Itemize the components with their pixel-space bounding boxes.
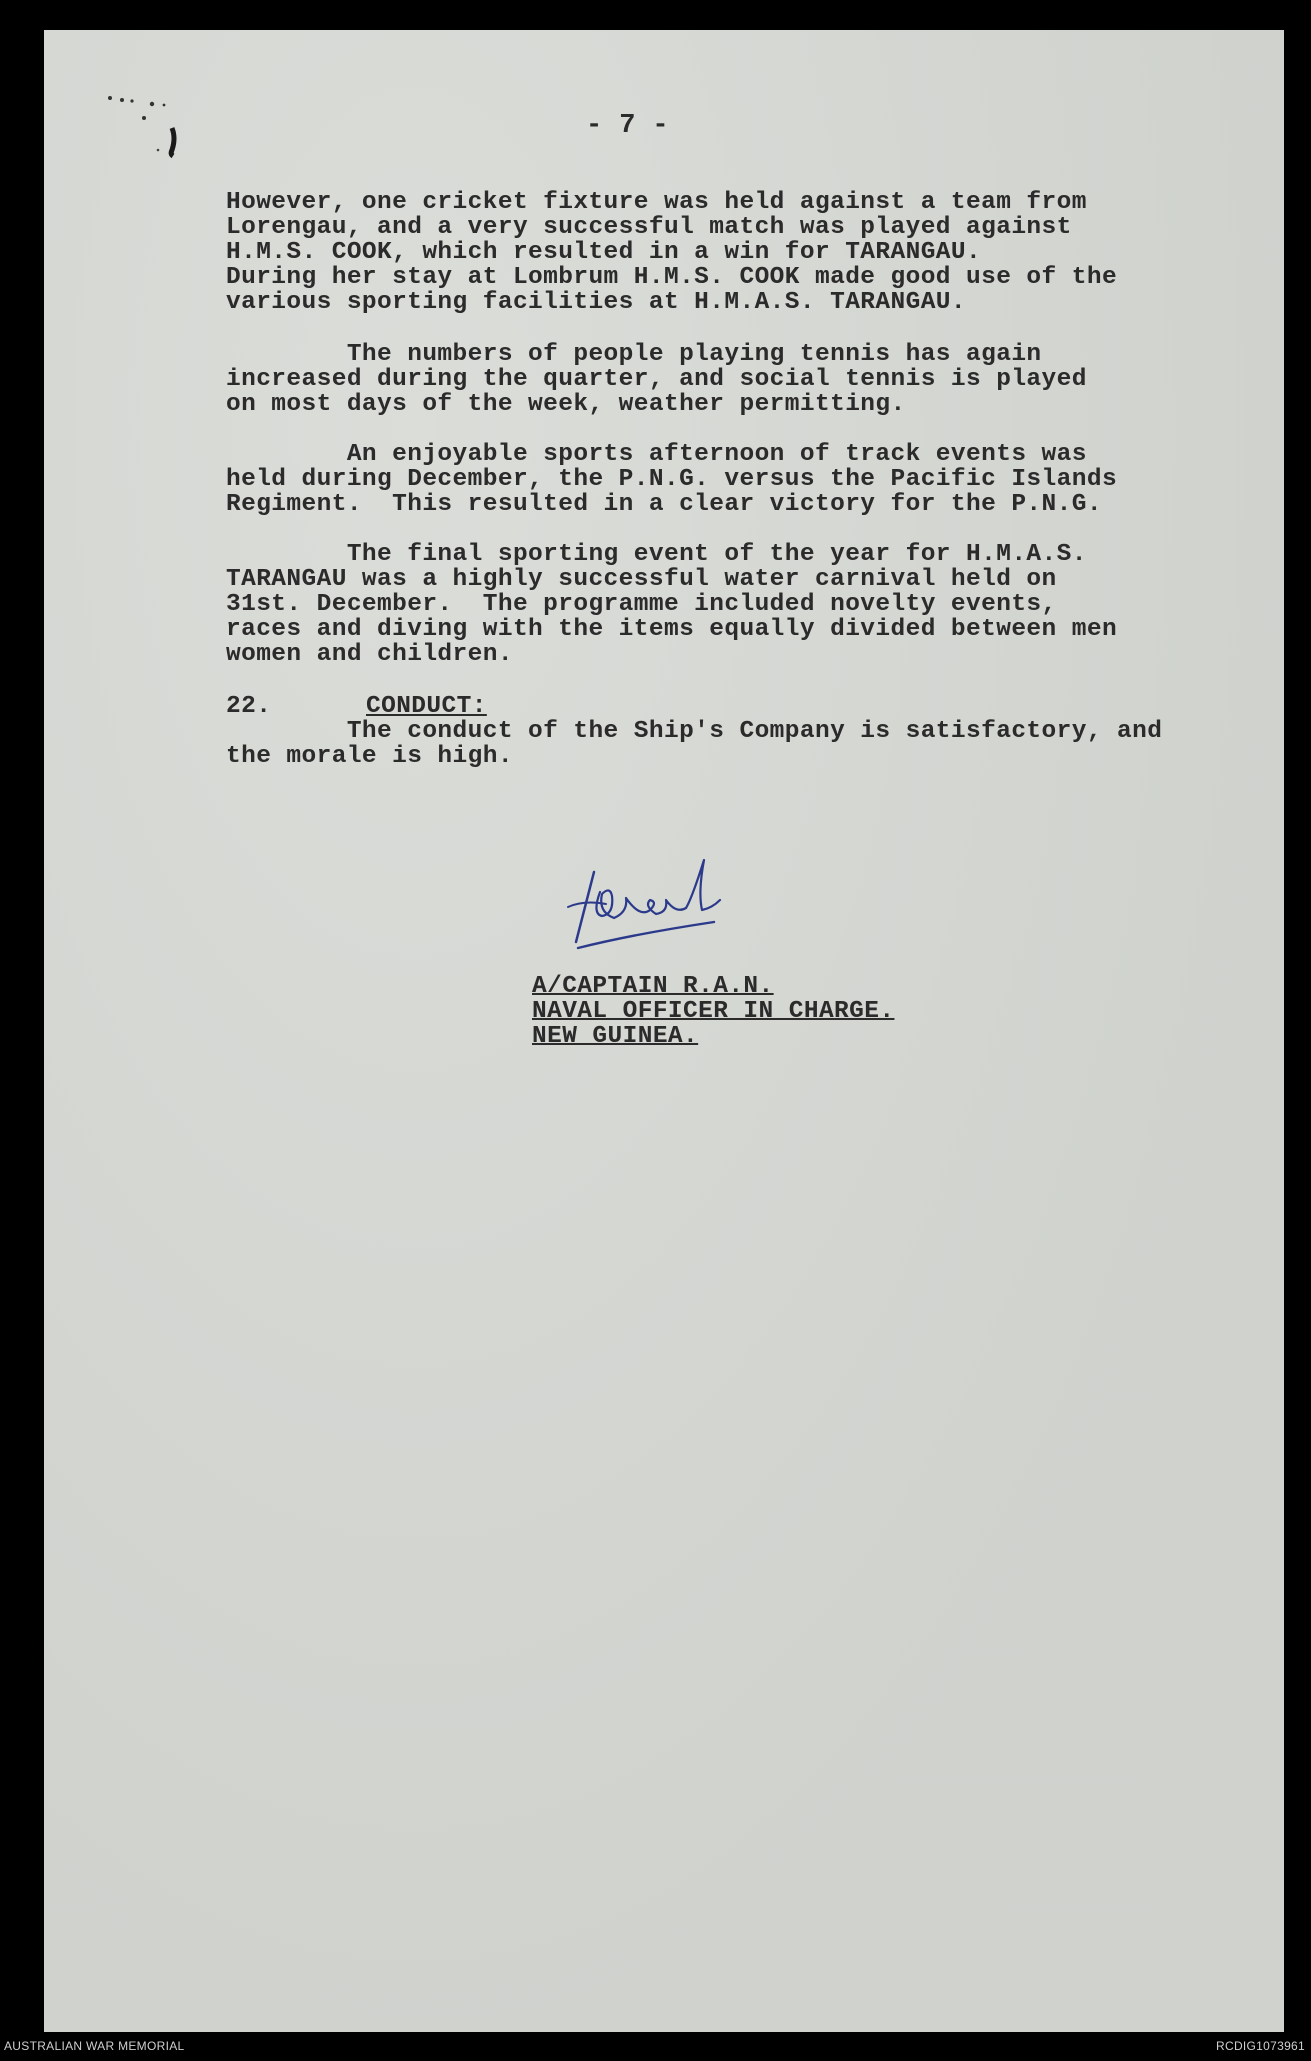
signatory-title-line: NEW GUINEA. (532, 1023, 699, 1050)
section-heading: CONDUCT: (366, 693, 487, 720)
text-line: The numbers of people playing tennis has again (226, 341, 1042, 368)
text-line: on most days of the week, weather permitting. (226, 391, 906, 418)
section-number: 22. (226, 693, 272, 720)
signatory-title-line: NAVAL OFFICER IN CHARGE. (532, 998, 895, 1025)
signatory-title (532, 974, 894, 1049)
text-line: H.M.S. COOK, which resulted in a win for TARANGAU. (226, 239, 982, 266)
text-line: women and children. (226, 641, 513, 668)
text-line: the morale is high. (226, 743, 513, 770)
signatory-title-line: A/CAPTAIN R.A.N. (532, 973, 774, 1000)
punch-hole-marks (72, 58, 192, 168)
text-line: various sporting facilities at H.M.A.S. TARANGAU. (226, 289, 967, 316)
text-line: 31st. December. The programme included novelty events, (226, 591, 1057, 618)
paragraph-cricket (226, 190, 1117, 315)
page-number: - 7 - (586, 111, 670, 141)
paragraph-sports-afternoon (226, 442, 1117, 517)
text-line: races and diving with the items equally divided between men (226, 616, 1118, 643)
handwritten-signature (554, 852, 754, 962)
paragraph-tennis (226, 342, 1087, 417)
paragraph-water-carnival (226, 542, 1117, 667)
text-line: increased during the quarter, and social tennis is played (226, 366, 1087, 393)
text-line: However, one cricket fixture was held against a team from (226, 189, 1087, 216)
text-line: The final sporting event of the year for H.M.A.S. (226, 541, 1087, 568)
footer-item-id: RCDIG1073961 (1216, 2039, 1305, 2053)
text-line: Regiment. This resulted in a clear victory for the P.N.G. (226, 491, 1102, 518)
footer-archive-name: AUSTRALIAN WAR MEMORIAL (4, 2039, 185, 2053)
text-line: An enjoyable sports afternoon of track events was (226, 441, 1087, 468)
text-line: The conduct of the Ship's Company is satisfactory, and (226, 718, 1163, 745)
text-line: held during December, the P.N.G. versus the Pacific Islands (226, 466, 1118, 493)
text-line: TARANGAU was a highly successful water carnival held on (226, 566, 1057, 593)
text-line: Lorengau, and a very successful match was played against (226, 214, 1072, 241)
document-page (44, 30, 1284, 2032)
paragraph-conduct (226, 719, 1162, 769)
text-line: During her stay at Lombrum H.M.S. COOK made good use of the (226, 264, 1118, 291)
